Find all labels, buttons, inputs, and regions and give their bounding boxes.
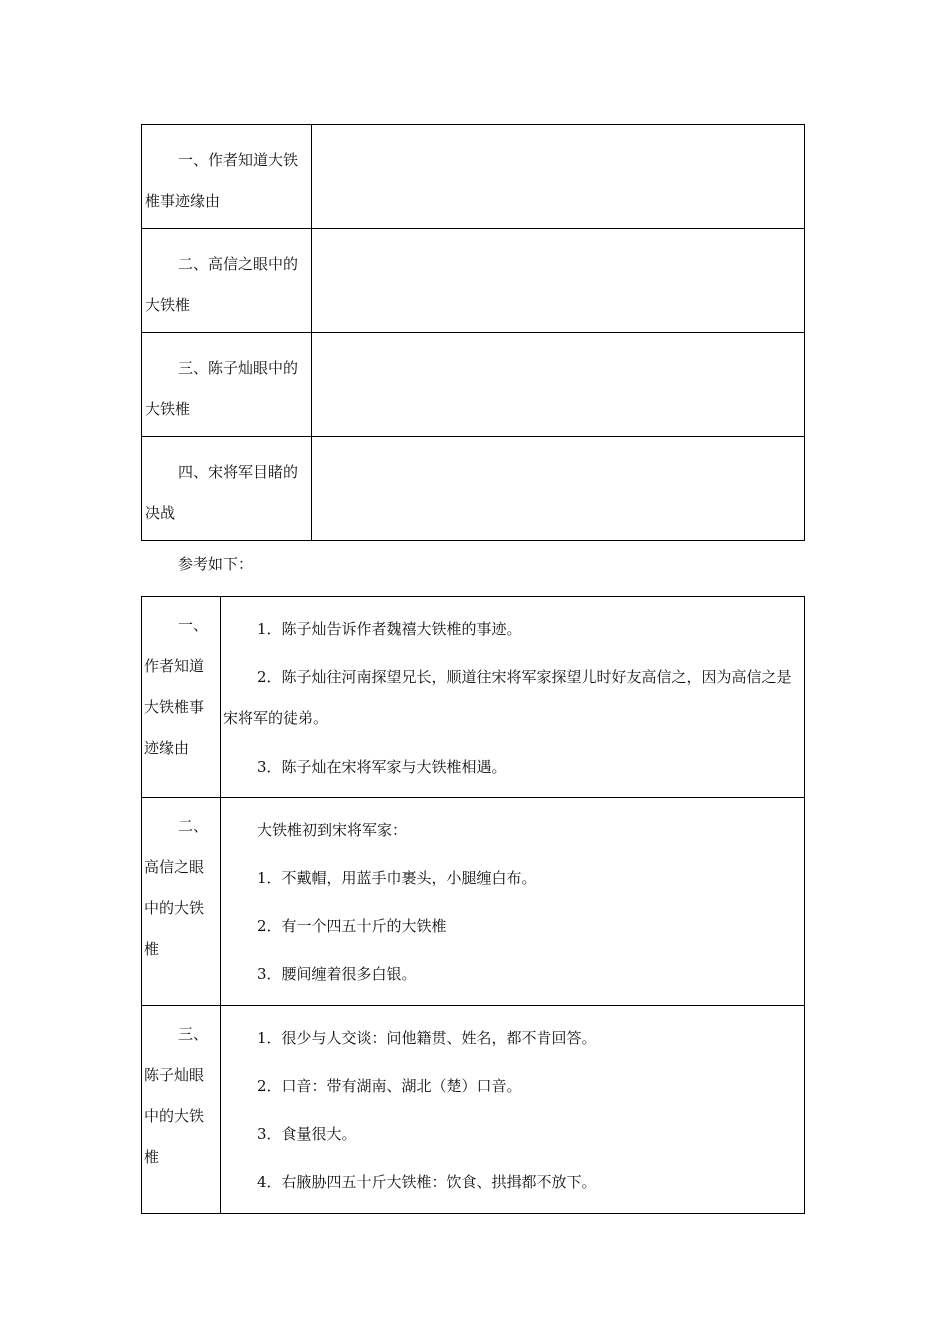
answer-row — [142, 798, 805, 1006]
outline-label: 四、宋将军目睹的决战 — [145, 463, 299, 522]
outline-blank-cell — [312, 125, 805, 229]
answer-label-line: 椎 — [144, 940, 160, 958]
answer-label-cell — [142, 798, 221, 1006]
answer-line: 1．不戴帽，用蓝手巾裹头，小腿缠白布。 — [257, 869, 537, 887]
answer-line: 3．陈子灿在宋将军家与大铁椎相遇。 — [257, 758, 507, 776]
answer-content-cell — [221, 597, 805, 798]
outline-row — [142, 229, 805, 333]
answer-label-head: 一、 — [178, 616, 209, 634]
answer-line: 2．有一个四五十斤的大铁椎 — [257, 917, 447, 935]
answer-line: 大铁椎初到宋将军家： — [257, 821, 408, 839]
answer-line: 4．右腋胁四五十斤大铁椎：饮食、拱揖都不放下。 — [257, 1173, 597, 1191]
answer-label-line: 中的大铁 — [144, 899, 205, 917]
outline-label: 二、高信之眼中的大铁椎 — [145, 255, 299, 314]
answer-label-cell — [142, 1006, 221, 1214]
answer-label-line: 大铁椎事 — [144, 698, 205, 716]
answer-label-line: 作者知道 — [144, 657, 205, 675]
answer-label-head: 三、 — [178, 1025, 209, 1043]
answer-line: 2．陈子灿往河南探望兄长，顺道往宋将军家探望儿时好友高信之，因为高信之是宋将军的徒弟。 — [223, 668, 792, 727]
answer-line: 3．食量很大。 — [257, 1125, 357, 1143]
outline-label: 三、陈子灿眼中的大铁椎 — [145, 359, 299, 418]
answer-row — [142, 597, 805, 798]
outline-row — [142, 125, 805, 229]
answer-line: 1．很少与人交谈：问他籍贯、姓名，都不肯回答。 — [257, 1029, 597, 1047]
answer-label-line: 迹缘由 — [144, 739, 190, 757]
answer-line: 3．腰间缠着很多白银。 — [257, 965, 417, 983]
answer-row — [142, 1006, 805, 1214]
answer-label-line: 高信之眼 — [144, 858, 205, 876]
answer-table — [141, 596, 805, 1214]
outline-label-cell — [142, 437, 312, 541]
answer-content-cell — [221, 1006, 805, 1214]
outline-table — [141, 124, 805, 541]
outline-label-cell — [142, 333, 312, 437]
reference-heading: 参考如下： — [178, 555, 254, 573]
answer-label-head: 二、 — [178, 817, 209, 835]
outline-blank-cell — [312, 229, 805, 333]
answer-label-line: 陈子灿眼 — [144, 1066, 205, 1084]
outline-blank-cell — [312, 333, 805, 437]
answer-label-cell — [142, 597, 221, 798]
outline-label-cell — [142, 229, 312, 333]
answer-content-cell — [221, 798, 805, 1006]
answer-label-line: 椎 — [144, 1148, 160, 1166]
outline-blank-cell — [312, 437, 805, 541]
answer-line: 1．陈子灿告诉作者魏禧大铁椎的事迹。 — [257, 620, 522, 638]
answer-line: 2．口音：带有湖南、湖北（楚）口音。 — [257, 1077, 522, 1095]
outline-label: 一、作者知道大铁椎事迹缘由 — [145, 151, 299, 210]
outline-label-cell — [142, 125, 312, 229]
answer-label-line: 中的大铁 — [144, 1107, 205, 1125]
outline-row — [142, 437, 805, 541]
outline-row — [142, 333, 805, 437]
